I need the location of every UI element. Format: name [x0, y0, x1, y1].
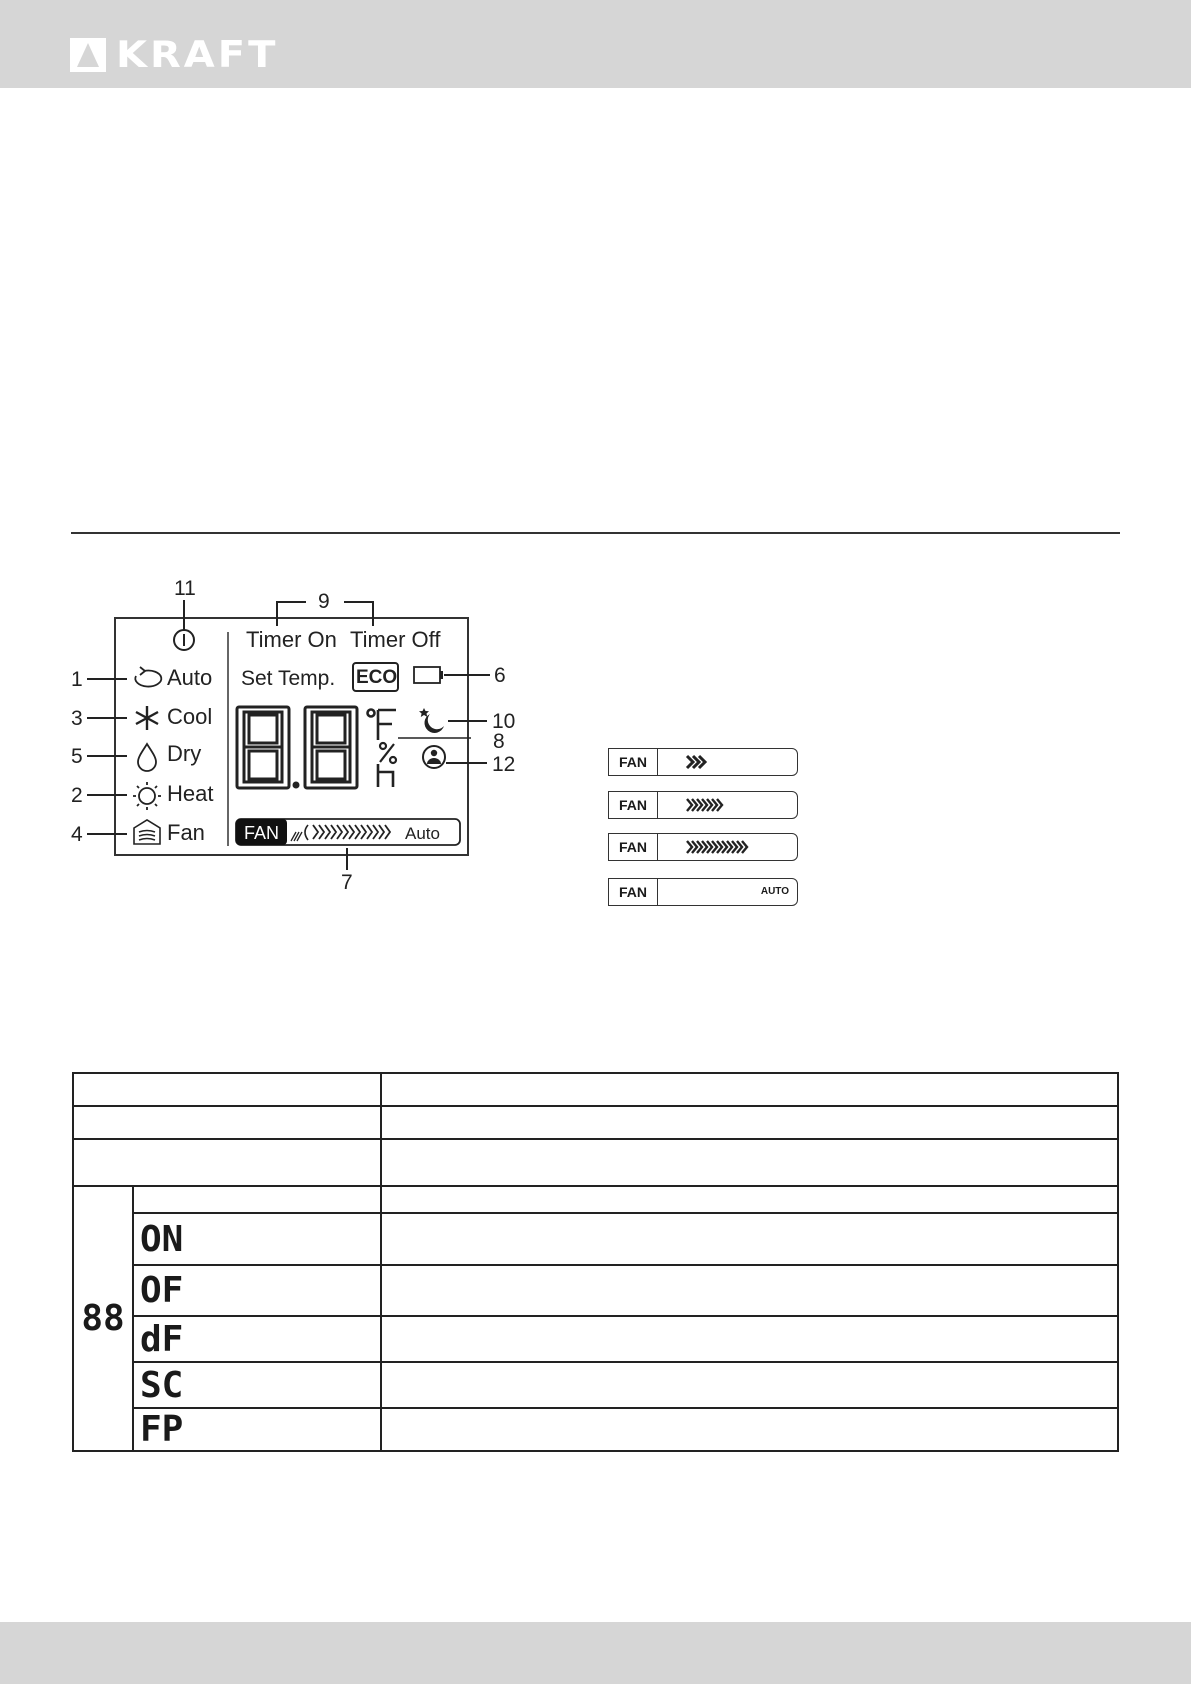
- mode-dry-label: Dry: [167, 741, 202, 766]
- timer-on-label: Timer On: [246, 627, 337, 652]
- chevrons-medium-icon: [657, 792, 797, 818]
- code-group-cell: [73, 1186, 133, 1451]
- table-cell: [381, 1408, 1118, 1451]
- fan-speed-low: [608, 748, 798, 776]
- table-cell: [381, 1265, 1118, 1316]
- page-header: [0, 0, 1191, 88]
- table-cell: [133, 1316, 381, 1362]
- fan-auto-tag: AUTO: [760, 886, 789, 897]
- code-fp: FP: [140, 1409, 184, 1450]
- callout-10: 10: [492, 710, 516, 733]
- unit-h-segment: [378, 764, 393, 787]
- lcd-display-diagram: [60, 570, 789, 910]
- water-drop-icon: [138, 744, 156, 771]
- mode-heat-label: Heat: [167, 781, 214, 806]
- code-table: [72, 1072, 1119, 1452]
- fan-speed-medium: [608, 791, 798, 819]
- section-divider: [71, 532, 1120, 534]
- code-df: dF: [140, 1318, 184, 1360]
- table-cell: [381, 1186, 1118, 1213]
- sleep-moon-icon: [419, 708, 444, 733]
- fan-tag: FAN: [609, 792, 658, 818]
- timer-off-label: Timer Off: [350, 627, 441, 652]
- recycle-arrow-icon: [135, 667, 161, 687]
- mode-auto-label: Auto: [167, 665, 213, 690]
- table-row: [73, 1213, 1118, 1265]
- callout-4: 4: [71, 823, 83, 846]
- fan-bar-label: FAN: [244, 823, 280, 843]
- decimal-point: [293, 782, 300, 789]
- table-cell: [133, 1265, 381, 1316]
- page-footer: [0, 1622, 1191, 1684]
- table-row: [73, 1362, 1118, 1408]
- digit-1: [237, 707, 289, 788]
- callout-6: 6: [494, 664, 506, 687]
- sun-icon: [133, 782, 161, 810]
- table-cell: [73, 1106, 381, 1139]
- table-row: [73, 1106, 1118, 1139]
- table-cell: [133, 1213, 381, 1265]
- table-cell: [381, 1139, 1118, 1186]
- callout-11: 11: [174, 577, 196, 600]
- set-temp-label: Set Temp.: [241, 667, 336, 690]
- fan-speed-auto: [608, 878, 798, 906]
- fan-bar-auto: Auto: [405, 824, 440, 843]
- chevrons-high-icon: [657, 834, 797, 860]
- table-row: [73, 1316, 1118, 1362]
- percent-icon: [380, 743, 396, 763]
- fan-tag: FAN: [609, 749, 658, 775]
- callout-1: 1: [71, 668, 83, 691]
- callout-8: 8: [493, 730, 505, 753]
- table-row: [73, 1139, 1118, 1186]
- person-sensor-icon: [423, 746, 445, 768]
- table-cell: [133, 1186, 381, 1213]
- logo-mark-icon: [70, 38, 106, 72]
- table-cell: [381, 1362, 1118, 1408]
- mode-fan-label: Fan: [167, 820, 205, 845]
- brand-logo: [70, 33, 279, 77]
- callout-7: 7: [341, 871, 353, 894]
- chevrons-low-icon: [657, 749, 797, 775]
- code-of: OF: [140, 1270, 184, 1311]
- power-icon: [174, 630, 194, 650]
- breeze-arc-icon: [305, 825, 308, 840]
- fan-tag: FAN: [609, 879, 658, 905]
- snowflake-icon: [136, 706, 158, 730]
- table-cell: [133, 1408, 381, 1451]
- fan-tag: FAN: [609, 834, 658, 860]
- code-on: ON: [140, 1218, 184, 1260]
- table-row: [73, 1186, 1118, 1213]
- table-row: [73, 1408, 1118, 1451]
- code-symbol: 88: [81, 1298, 125, 1339]
- table-cell: [381, 1213, 1118, 1265]
- table-cell: [381, 1316, 1118, 1362]
- fan-chevrons: [313, 825, 390, 839]
- fan-icon: [134, 820, 160, 844]
- digit-2: [305, 707, 357, 788]
- fan-speed-high: [608, 833, 798, 861]
- table-cell: [73, 1139, 381, 1186]
- battery-icon: [414, 667, 443, 683]
- callout-2: 2: [71, 784, 83, 807]
- callout-9: 9: [318, 590, 330, 613]
- callout-3: 3: [71, 707, 83, 730]
- brand-name: KRAFT: [116, 33, 279, 77]
- callout-12: 12: [492, 753, 516, 776]
- table-cell: [381, 1106, 1118, 1139]
- table-cell: [381, 1073, 1118, 1106]
- table-row: [73, 1073, 1118, 1106]
- eco-label: ECO: [356, 667, 398, 688]
- unit-f-segment: [368, 710, 397, 741]
- callout-5: 5: [71, 745, 83, 768]
- hand-icon: [291, 832, 302, 841]
- code-sc: SC: [140, 1364, 184, 1406]
- mode-cool-label: Cool: [167, 704, 213, 729]
- table-cell: [73, 1073, 381, 1106]
- table-cell: [133, 1362, 381, 1408]
- table-row: [73, 1265, 1118, 1316]
